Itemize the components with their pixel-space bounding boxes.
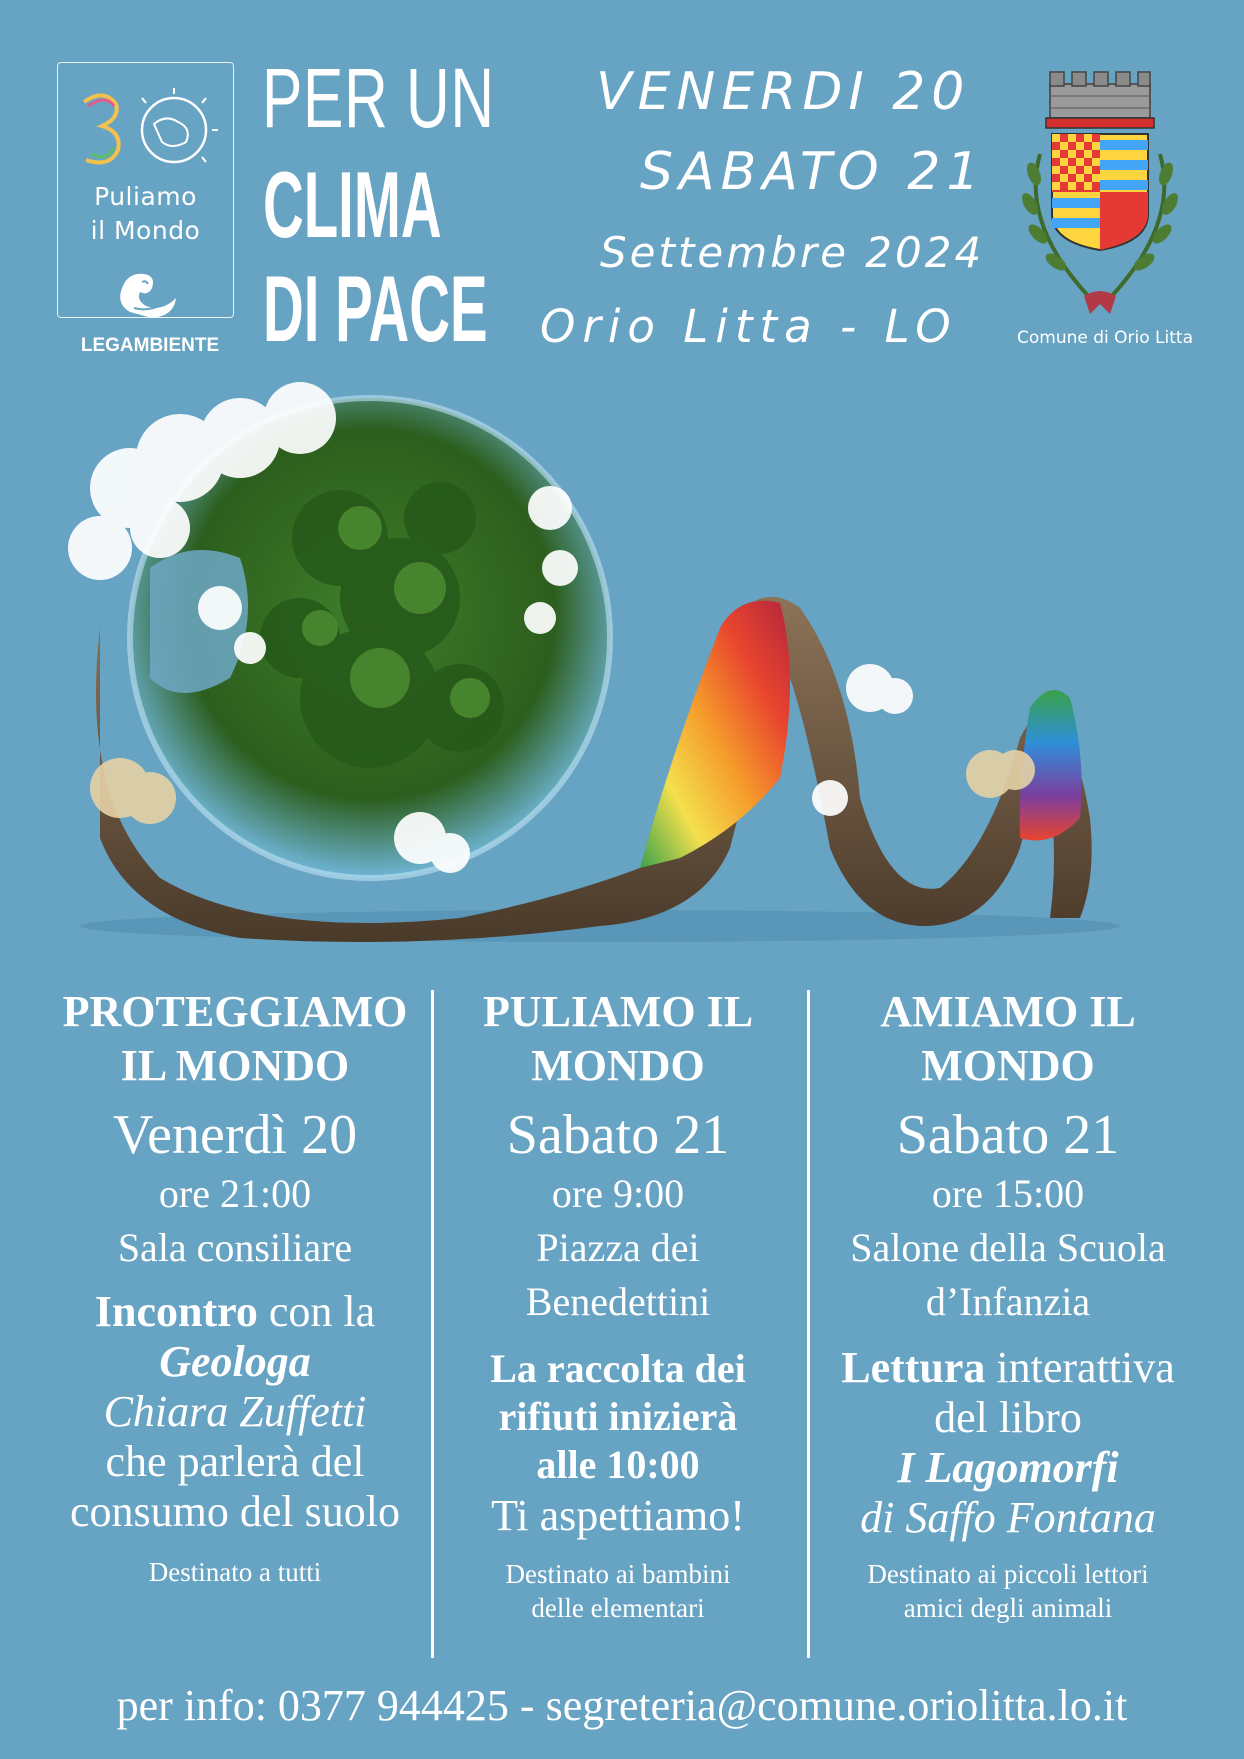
event-target-line2: delle elementari [531,1593,705,1623]
globe-30-logo-icon [74,84,224,179]
event-day: Sabato 21 [896,1104,1120,1166]
event-description [808,1343,1208,1543]
event-column-saturday-morning [438,985,798,1625]
event-place-line1: Salone della Scuola [850,1225,1166,1270]
column-heading-line2: MONDO [921,1041,1095,1090]
column-divider [431,990,434,1658]
event-place: Sala consiliare [117,1225,353,1270]
welcome-text: Ti aspettiamo! [491,1491,745,1540]
contact-info: per info: 0377 944425 - segreteria@comune.oriolitta.lo.it [116,1681,1128,1730]
book-author: di Saffo Fontana [860,1493,1156,1542]
event-target: Destinato a tutti [148,1557,322,1587]
title-line-1: PER UN [262,51,495,145]
column-heading-line2: MONDO [531,1041,705,1090]
desc-rest: con la [257,1287,376,1336]
book-title: I Lagomorfi [897,1443,1119,1492]
desc-rest: interattiva [985,1343,1175,1392]
title-line-2: CLIMA [263,152,442,257]
desc-bold: Incontro [94,1287,258,1336]
date-location: Orio Litta - LO [540,300,958,353]
event-target-line1: Destinato ai piccoli lettori [867,1559,1149,1589]
column-heading-line1: AMIAMO IL [880,987,1136,1036]
event-target-line2: amici degli animali [903,1593,1113,1623]
legambiente-label: LEGAMBIENTE [80,335,220,356]
logo-text-puliamo: Puliamo [94,182,197,211]
desc-speaker: Chiara Zuffetti [103,1387,367,1436]
desc-line2: del libro [934,1393,1082,1442]
event-description [40,1287,430,1537]
event-time: ore 15:00 [931,1171,1085,1216]
title-line-3: DI PACE [263,256,488,361]
desc-line5: consumo del suolo [70,1487,400,1536]
date-friday: VENERDI 20 [596,62,971,122]
event-place-line2: Benedettini [525,1279,711,1324]
collection-note-line2: rifiuti inizierà [498,1394,738,1439]
event-day: Sabato 21 [506,1104,730,1166]
desc-bold: Lettura [841,1343,986,1392]
event-target-line1: Destinato ai bambini [505,1559,731,1589]
event-column-friday [40,985,430,1589]
event-column-saturday-afternoon [808,985,1208,1625]
event-place-line1: Piazza dei [536,1225,700,1270]
event-day: Venerdì 20 [112,1104,358,1166]
event-time: ore 9:00 [551,1171,685,1216]
desc-line4: che parlerà del [105,1437,365,1486]
earth-rainbow-illustration [40,378,1210,958]
column-heading-line2: IL MONDO [120,1041,350,1090]
legambiente-swan-icon [112,262,182,322]
event-time: ore 21:00 [158,1171,312,1216]
logo-text-il-mondo: il Mondo [90,216,201,245]
municipal-crest-icon [1000,64,1200,322]
desc-role: Geologa [159,1337,311,1386]
collection-note-line1: La raccolta dei [490,1346,746,1391]
municipality-label: Comune di Orio Litta [1016,328,1193,348]
date-month-year: Settembre 2024 [600,228,985,277]
event-place-line2: d’Infanzia [925,1279,1091,1324]
column-heading-line1: PROTEGGIAMO [62,987,408,1036]
date-saturday: SABATO 21 [640,142,986,202]
collection-note-line3: alle 10:00 [536,1442,700,1487]
column-heading-line1: PULIAMO IL [482,987,754,1036]
